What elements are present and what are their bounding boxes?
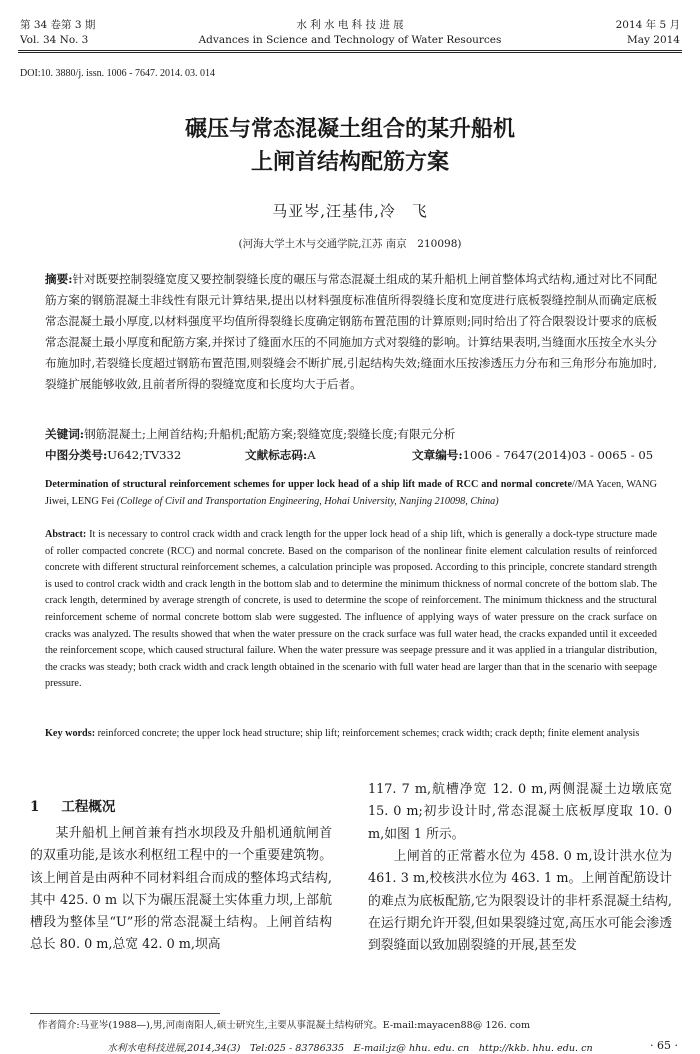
header-left: [20, 18, 95, 48]
section-1-left-paragraph: 某升船机上闸首兼有挡水坝段及升船机通航闸首的双重功能,是该水利枢纽工程中的一个重要建筑物。该上闸首是由两种不同材料组合而成的整体坞式结构,其中 425. 0 m 以下为碾压混凝土实体重力坝,上部航槽段为整体呈“U”形的常态混凝土结构。上闸首结构总长 80. 0 m,总宽 42. 0 m,坝高: [30, 826, 332, 953]
keywords-cn-label: 关键词:: [45, 427, 85, 441]
keywords-cn: [45, 424, 657, 444]
paper-title-line-1: 碾压与常态混凝土组合的某升船机: [184, 116, 515, 142]
volume-en: Vol. 34 No. 3: [20, 34, 89, 46]
header-right: [616, 18, 680, 48]
date-cn: 2014 年 5 月: [615, 19, 680, 31]
journal-name-en: Advances in Science and Technology of Water Resources: [198, 34, 502, 46]
english-title-block: [45, 477, 657, 510]
article-number: [412, 445, 682, 465]
volume-cn: 第 34 卷第 3 期: [20, 19, 96, 31]
article-number-value: 1006 - 7647(2014)03 - 0065 - 05: [462, 448, 654, 462]
english-keywords-text: reinforced concrete; the upper lock head structure; ship lift; reinforcement schemes; crack width; crack depth; finite element analysis: [97, 728, 640, 739]
paper-title-line-2: 上闸首结构配筋方案: [250, 149, 449, 175]
abstract-cn-label: 摘要:: [45, 272, 73, 286]
abstract-cn: [45, 269, 657, 395]
english-abstract: [45, 527, 657, 693]
date-en: May 2014: [626, 34, 680, 46]
header-center: [150, 18, 550, 48]
page-footer: 水利水电科技进展,2014,34(3) Tel:025 - 83786335 E-mail:jz@ hhu. edu. cn http://kkb. hhu. edu. cn: [107, 1043, 593, 1054]
doc-code: [245, 445, 395, 465]
doi-line: DOI:10. 3880/j. issn. 1006 - 7647. 2014. 03. 014: [20, 68, 215, 79]
section-1-title: 工程概况: [61, 799, 116, 815]
clc-value: U642;TV332: [107, 448, 182, 462]
abstract-cn-text: 针对既要控制裂缝宽度又要控制裂缝长度的碾压与常态混凝土组成的某升船机上闸首整体坞式结构,通过对比不同配筋方案的钢筋混凝土非线性有限元计算结果,提出以材料强度标准值所得裂缝长度和宽度进行底板裂缝控制从而确定底板常态混凝土最小厚度,以材料强度平均值所得裂缝长度确定钢筋布置范围的计算原则;同时给出了符合限裂设计要求的底板常态混凝土最小厚度和配筋方案,并探讨了缝面水压的不同施加方式对裂缝的影响。计算结果表明,当缝面水压按全水头分布施加时,若裂缝长度超过钢筋布置范围,则裂缝会不断扩展,引起结构失效;缝面水压按渗透压力分布和三角形分布施加时,裂缝扩展能够收敛,且前者所得的裂缝宽度和长度均大于后者。: [45, 272, 657, 391]
authors: 马亚岑,汪基伟,冷 飞: [272, 202, 428, 220]
english-keywords-label: Key words:: [45, 728, 96, 739]
english-abstract-label: Abstract:: [45, 529, 87, 540]
english-title: Determination of structural reinforcement schemes for upper lock head of a ship lift made of RCC and normal concrete: [45, 479, 572, 490]
header-rule: [18, 50, 682, 51]
english-keywords: [45, 726, 657, 743]
section-1-right-paragraph-2: 上闸首的正常蓄水位为 458. 0 m,设计洪水位为 461. 3 m,校核洪水位为 463. 1 m。上闸首配筋设计的难点为底板配筋,它为限裂设计的非杆系混凝土结构,在运行期允许开裂,但如果裂缝过宽,高压水可能会渗透到裂缝面以致加剧裂缝的开展,甚至发: [368, 849, 672, 954]
english-authors: //MA Yacen, WANG Jiwei, LENG Fei: [45, 479, 657, 507]
page-number: · 65 ·: [650, 1039, 678, 1052]
author-footnote: 作者简介:马亚岑(1988—),男,河南南阳人,硕士研究生,主要从事混凝土结构研究。E-mail:mayacen88@ 126. com: [38, 1020, 531, 1031]
keywords-cn-text: 钢筋混凝土;上闸首结构;升船机;配筋方案;裂缝宽度;裂缝长度;有限元分析: [84, 427, 456, 441]
header-rule-thin: [18, 52, 682, 53]
journal-name-cn: 水 利 水 电 科 技 进 展: [296, 19, 404, 31]
article-number-label: 文章编号:: [412, 448, 463, 462]
section-1-heading: [30, 795, 115, 815]
clc-label: 中图分类号:: [45, 448, 108, 462]
doc-code-label: 文献标志码:: [245, 448, 308, 462]
affiliation: (河海大学土木与交通学院,江苏 南京 210098): [238, 238, 462, 250]
section-1-number: 1: [30, 799, 40, 815]
doc-code-value: A: [307, 448, 316, 462]
section-1-right-paragraph-1: 117. 7 m,航槽净宽 12. 0 m,两侧混凝土边墩底宽 15. 0 m;初步设计时,常态混凝土底板厚度取 10. 0 m,如图 1 所示。: [368, 782, 672, 842]
english-abstract-text: It is necessary to control crack width and crack length for the upper lock head of a ship lift, which is generally a dock-type structure made of roller compacted concrete (RCC) and normal concrete. Based on the comparison of the nonlinear finite element calculation results of reinforced concrete with different structural reinforcement schemes, a calculation principle was proposed. According to this principle, concrete standard strength is used to control crack width and crack length in the bottom slab and to determine the minimum thickness of normal concrete of the bottom slab. The crack length, determined by average strength of concrete, is used to determine the scope of reinforcement. The minimum thickness and the structural reinforcement scheme of normal concrete bottom slab were suggested. The influence of applying ways of water pressure on the crack surface on cracks was analyzed. The results showed that when the water pressure on the crack surface was full water head, the cracks expanded until it exceeded the reinforcement scope, which caused structural failure. When the water pressure was seepage pressure and it was applied in a triangular distribution, the cracks was steady; both crack width and crack length obtained in the scenario with full water head are larger than that in the scenario with seepage pressure.: [45, 529, 658, 690]
footnote-rule: [30, 1013, 220, 1014]
english-affiliation: (College of Civil and Transportation Engineering, Hohai University, Nanjing 210098, China): [116, 495, 499, 507]
